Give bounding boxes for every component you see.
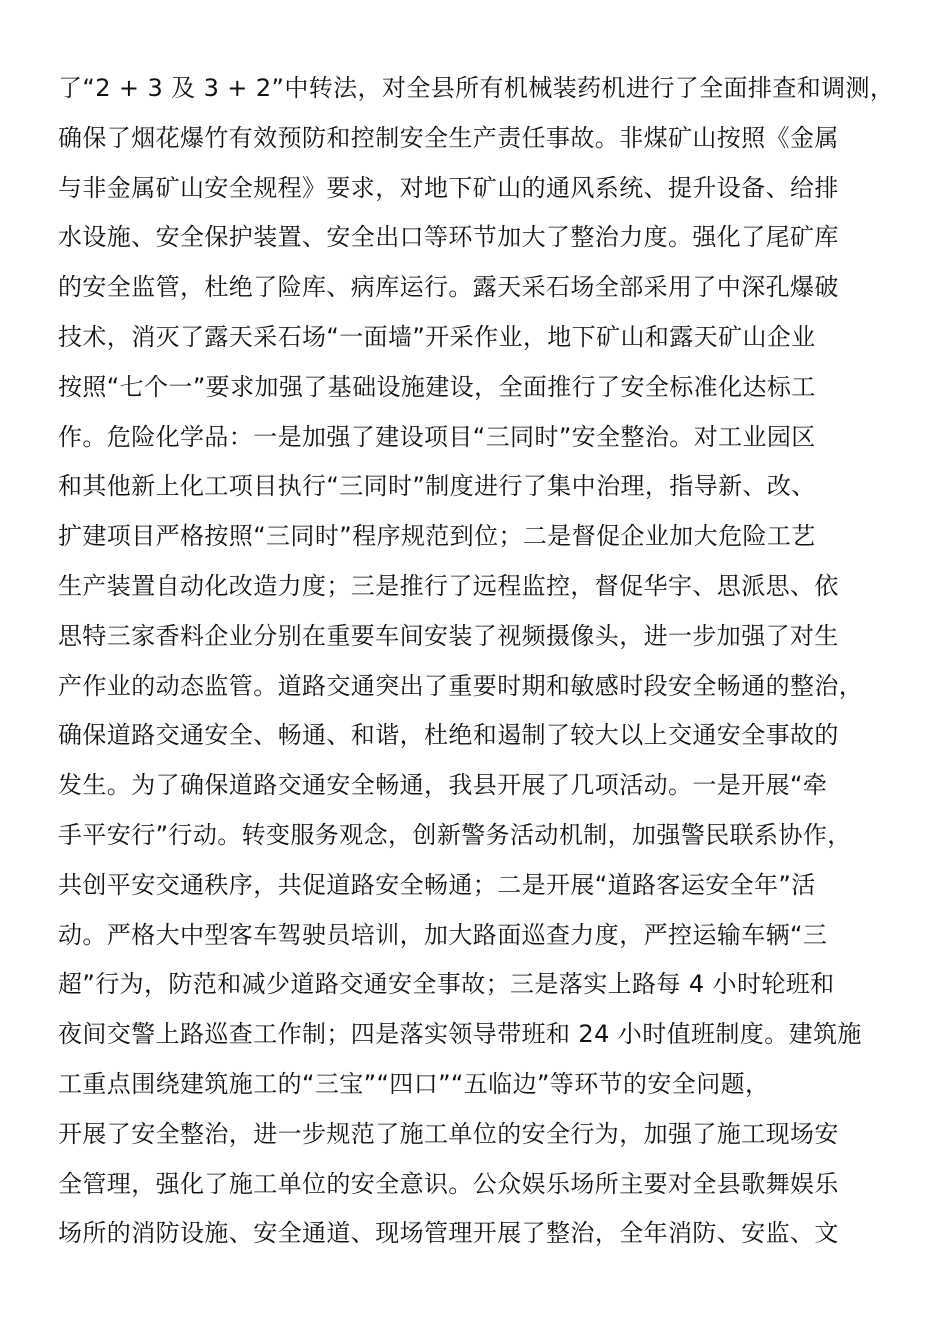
text-line: 场所的消防设施、安全通道、现场管理开展了整治，全年消防、安监、文 — [58, 1219, 839, 1248]
text-line: 夜间交警上路巡查工作制；四是落实领导带班和 24 小时值班制度。建筑施 — [58, 1020, 862, 1049]
text-line: 产作业的动态监管。道路交通突出了重要时期和敏感时段安全畅通的整治， — [58, 671, 864, 700]
text-line: 按照“七个一”要求加强了基础设施建设，全面推行了安全标准化达标工 — [58, 372, 816, 401]
text-line: 工重点围绕建筑施工的“三宝”“四口”“五临边”等环节的安全问题， — [58, 1069, 770, 1098]
text-line: 超”行为，防范和减少道路交通安全事故；三是落实上路每 4 小时轮班和 — [58, 970, 835, 999]
text-line: 水设施、安全保护装置、安全出口等环节加大了整治力度。强化了尾矿库 — [58, 223, 839, 252]
text-line: 动。严格大中型客车驾驶员培训，加大路面巡查力度，严控运输车辆“三 — [58, 920, 828, 949]
text-line: 作。危险化学品：一是加强了建设项目“三同时”安全整治。对工业园区 — [58, 422, 816, 451]
body-paragraph — [58, 64, 908, 1259]
text-line: 手平安行”行动。转变服务观念，创新警务活动机制，加强警民联系协作， — [58, 820, 852, 849]
text-line: 全管理，强化了施工单位的安全意识。公众娱乐场所主要对全县歌舞娱乐 — [58, 1169, 839, 1198]
text-line: 的安全监管，杜绝了险库、病库运行。露天采石场全部采用了中深孔爆破 — [58, 273, 839, 302]
text-line: 开展了安全整治，进一步规范了施工单位的安全行为，加强了施工现场安 — [58, 1119, 839, 1148]
text-line: 了“2 + 3 及 3 + 2”中转法，对全县所有机械装药机进行了全面排查和调测， — [58, 74, 895, 102]
text-line: 技术，消灭了露天采石场“一面墙”开采作业，地下矿山和露天矿山企业 — [58, 322, 816, 351]
text-line: 确保了烟花爆竹有效预防和控制安全生产责任事故。非煤矿山按照《金属 — [58, 123, 839, 152]
text-line: 生产装置自动化改造力度；三是推行了远程监控，督促华宇、思派思、依 — [58, 571, 839, 600]
text-line: 思特三家香料企业分别在重要车间安装了视频摄像头，进一步加强了对生 — [58, 621, 839, 650]
text-line: 共创平安交通秩序，共促道路安全畅通；二是开展“道路客运安全年”活 — [58, 870, 816, 899]
text-line: 发生。为了确保道路交通安全畅通，我县开展了几项活动。一是开展“牵 — [58, 771, 828, 800]
text-line: 和其他新上化工项目执行“三同时”制度进行了集中治理，指导新、改、 — [58, 472, 816, 501]
text-line: 扩建项目严格按照“三同时”程序规范到位；二是督促企业加大危险工艺 — [58, 522, 816, 551]
text-line: 与非金属矿山安全规程》要求，对地下矿山的通风系统、提升设备、给排 — [58, 173, 839, 202]
text-line: 确保道路交通安全、畅通、和谐，杜绝和遏制了较大以上交通安全事故的 — [58, 721, 839, 750]
